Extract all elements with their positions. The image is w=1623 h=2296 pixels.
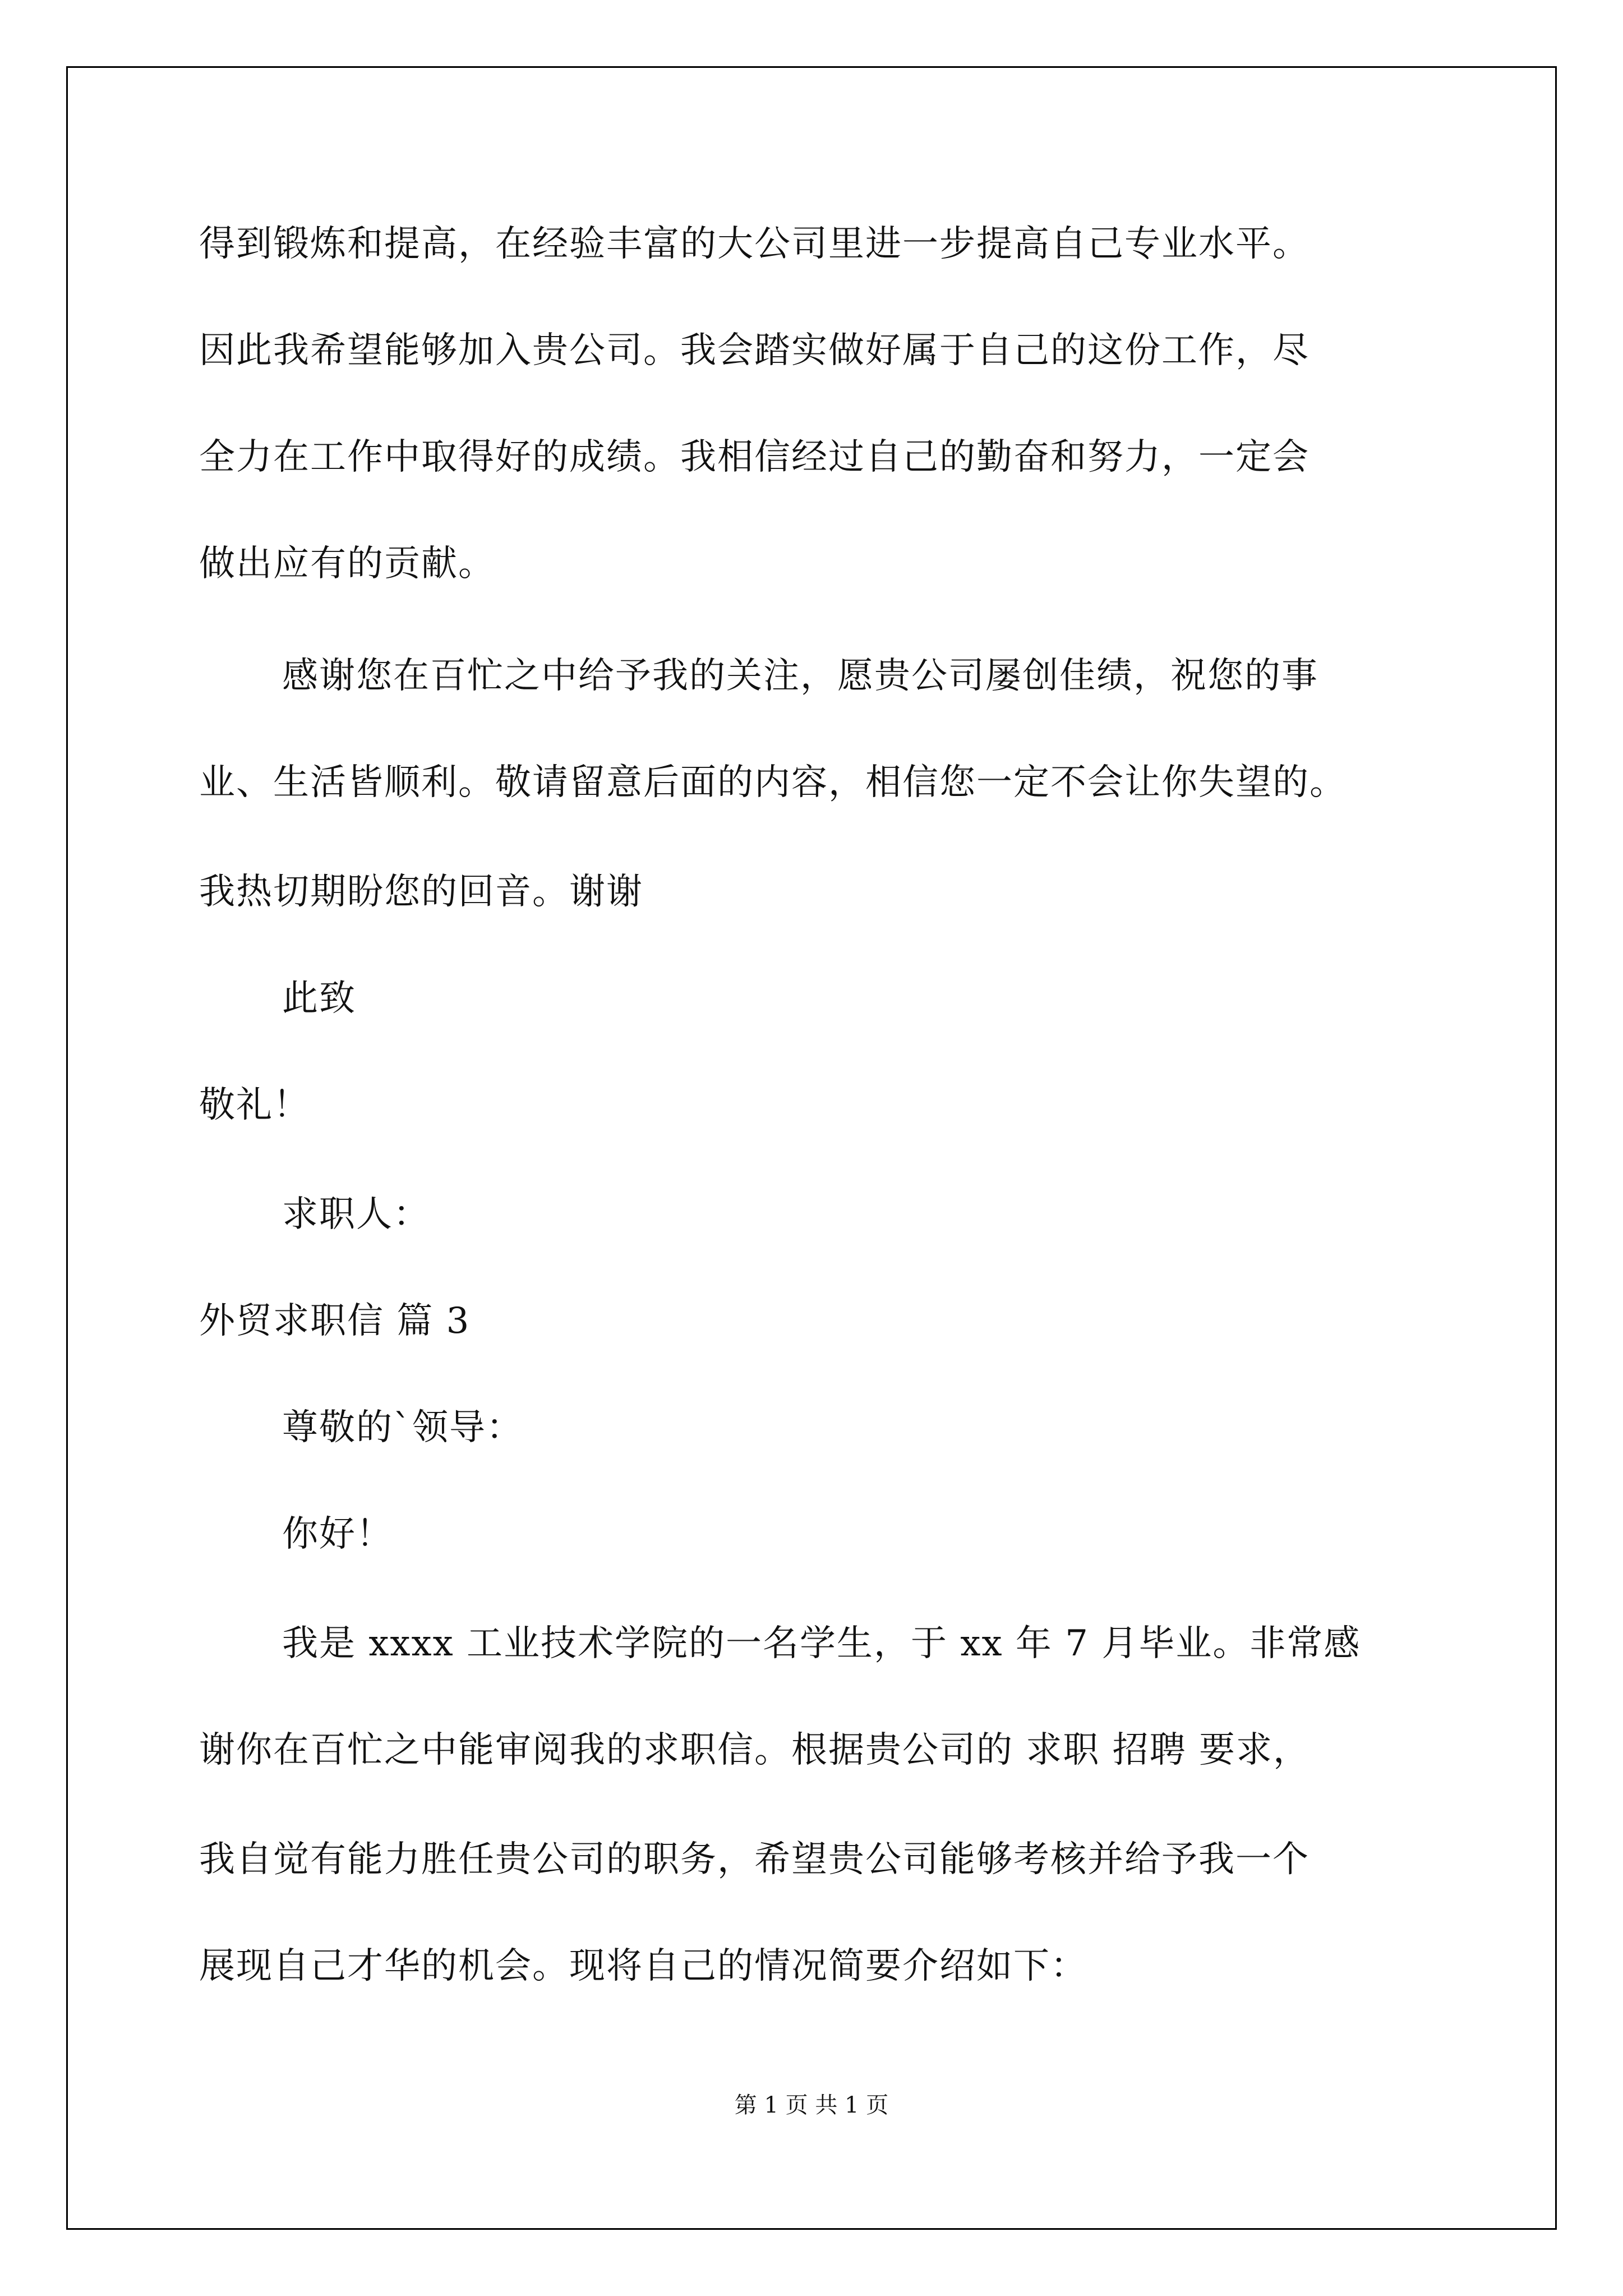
text-line: 业、生活皆顺利。敬请留意后面的内容，相信您一定不会让你失望的。 bbox=[199, 762, 1347, 803]
text-line: 我热切期盼您的回音。谢谢 bbox=[199, 871, 643, 913]
page-border bbox=[66, 66, 1557, 2230]
text-line: 因此我希望能够加入贵公司。我会踏实做好属于自己的这份工作，尽 bbox=[199, 330, 1310, 371]
text-line: 感谢您在百忙之中给予我的关注，愿贵公司屡创佳绩，祝您的事 bbox=[282, 655, 1318, 697]
text-line: 得到锻炼和提高，在经验丰富的大公司里进一步提高自己专业水平。 bbox=[199, 223, 1310, 265]
letter-hello: 你好！ bbox=[282, 1513, 393, 1555]
text-line: 全力在工作中取得好的成绩。我相信经过自己的勤奋和努力，一定会 bbox=[199, 436, 1310, 478]
text-line: 我自觉有能力胜任贵公司的职务，希望贵公司能够考核并给予我一个 bbox=[199, 1839, 1310, 1880]
letter-greeting: 尊敬的`领导： bbox=[282, 1407, 523, 1448]
applicant-signature: 求职人： bbox=[282, 1194, 430, 1235]
text-line: 做出应有的贡献。 bbox=[199, 543, 495, 585]
page-footer: 第 1 页 共 1 页 bbox=[734, 2092, 889, 2118]
text-line: 谢你在百忙之中能审阅我的求职信。根据贵公司的 求职 招聘 要求， bbox=[199, 1729, 1311, 1771]
salutation-regards: 敬礼！ bbox=[199, 1084, 310, 1126]
salutation-closing: 此致 bbox=[282, 978, 356, 1019]
text-line: 我是 xxxx 工业技术学院的一名学生，于 xx 年 7 月毕业。非常感 bbox=[282, 1623, 1361, 1664]
section-heading: 外贸求职信 篇 3 bbox=[199, 1300, 471, 1342]
text-line: 展现自己才华的机会。现将自己的情况简要介绍如下： bbox=[199, 1945, 1087, 1987]
